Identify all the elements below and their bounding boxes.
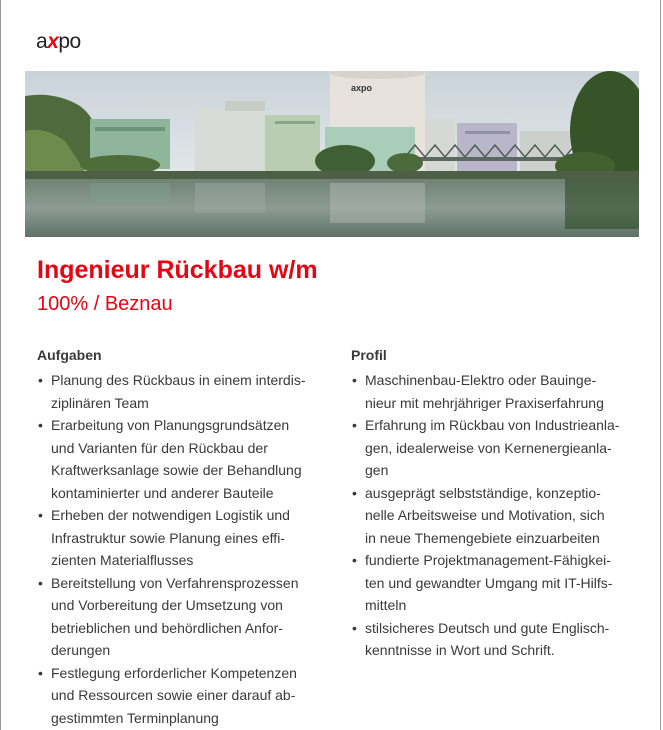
axpo-logo <box>36 30 81 54</box>
list-item-line: ten und gewandter Umgang mit IT-Hilfs- <box>365 574 613 591</box>
list-item-line: • Erarbeitung von Planungsgrundsätzen <box>51 417 290 433</box>
list-item-line: • ausgeprägt selbstständige, konzeptio- <box>365 484 601 501</box>
list-item <box>37 414 337 504</box>
list-item <box>351 369 641 414</box>
profil-heading: Profil <box>351 347 387 363</box>
list-item <box>37 572 337 662</box>
list-item-line: derungen <box>51 642 111 658</box>
profil-list <box>351 369 641 662</box>
list-item <box>37 662 337 730</box>
logo-letters-a: a <box>36 30 48 53</box>
power-plant-photo <box>25 71 639 237</box>
list-item-line: gen, idealerweise von Kernenergieanla- <box>365 439 612 456</box>
list-item <box>37 369 337 414</box>
list-item-line: • stilsicheres Deutsch und gute Englisch- <box>365 619 610 636</box>
list-item-line: und Varianten für den Rückbau der <box>51 439 268 456</box>
list-item-line: ziplinären Team <box>51 394 149 411</box>
logo-bolt: x <box>47 30 59 53</box>
list-item <box>351 414 641 482</box>
list-item-line: • Festlegung erforderlicher Kompetenzen <box>51 664 297 681</box>
aufgaben-heading: Aufgaben <box>37 347 102 363</box>
list-item <box>351 549 641 617</box>
aufgaben-list <box>37 369 337 729</box>
list-item-line: • Erheben der notwendigen Logistik und <box>51 507 290 523</box>
list-item-line: gen <box>365 462 389 478</box>
aufgaben-section <box>37 347 337 729</box>
logo-letters-po: po <box>58 30 81 53</box>
list-item-line: und Ressourcen sowie einer darauf ab- <box>51 687 296 703</box>
list-item-line: • Planung des Rückbaus in einem interdis- <box>51 372 306 388</box>
job-title: Ingenieur Rückbau w/m <box>37 256 318 284</box>
list-item-line: nelle Arbeitsweise und Motivation, sich <box>365 507 605 523</box>
list-item-line: und Vorbereitung der Umsetzung von <box>51 597 283 613</box>
list-item-line: • fundierte Projektmanagement-Fähigkei- <box>365 552 611 568</box>
list-item <box>37 504 337 572</box>
list-item <box>351 617 641 662</box>
list-item-line: gestimmten Terminplanung <box>51 709 219 726</box>
list-item-line: kenntnisse in Wort und Schrift. <box>365 642 555 658</box>
list-item-line: in neue Themengebiete einzuarbeiten <box>365 529 600 546</box>
list-item <box>351 482 641 550</box>
list-item-line: nieur mit mehrjähriger Praxiserfahrung <box>365 394 604 411</box>
list-item-line: betrieblichen und behördlichen Anfor- <box>51 619 283 636</box>
list-item-line: • Maschinenbau-Elektro oder Bauinge- <box>365 372 597 388</box>
list-item-line: Kraftwerksanlage sowie der Behandlung <box>51 462 302 478</box>
list-item-line: Infrastruktur sowie Planung eines effi- <box>51 529 285 546</box>
tower-logo: axpo <box>351 83 373 93</box>
list-item-line: • Bereitstellung von Verfahrensprozessen <box>51 574 299 591</box>
job-subtitle: 100% / Beznau <box>37 293 173 315</box>
list-item-line: • Erfahrung im Rückbau von Industrieanla- <box>365 417 620 433</box>
list-item-line: kontaminierter und anderer Bauteile <box>51 484 274 501</box>
list-item-line: zienten Materialflusses <box>51 552 194 568</box>
profil-section <box>351 347 641 662</box>
list-item-line: mitteln <box>365 597 407 613</box>
